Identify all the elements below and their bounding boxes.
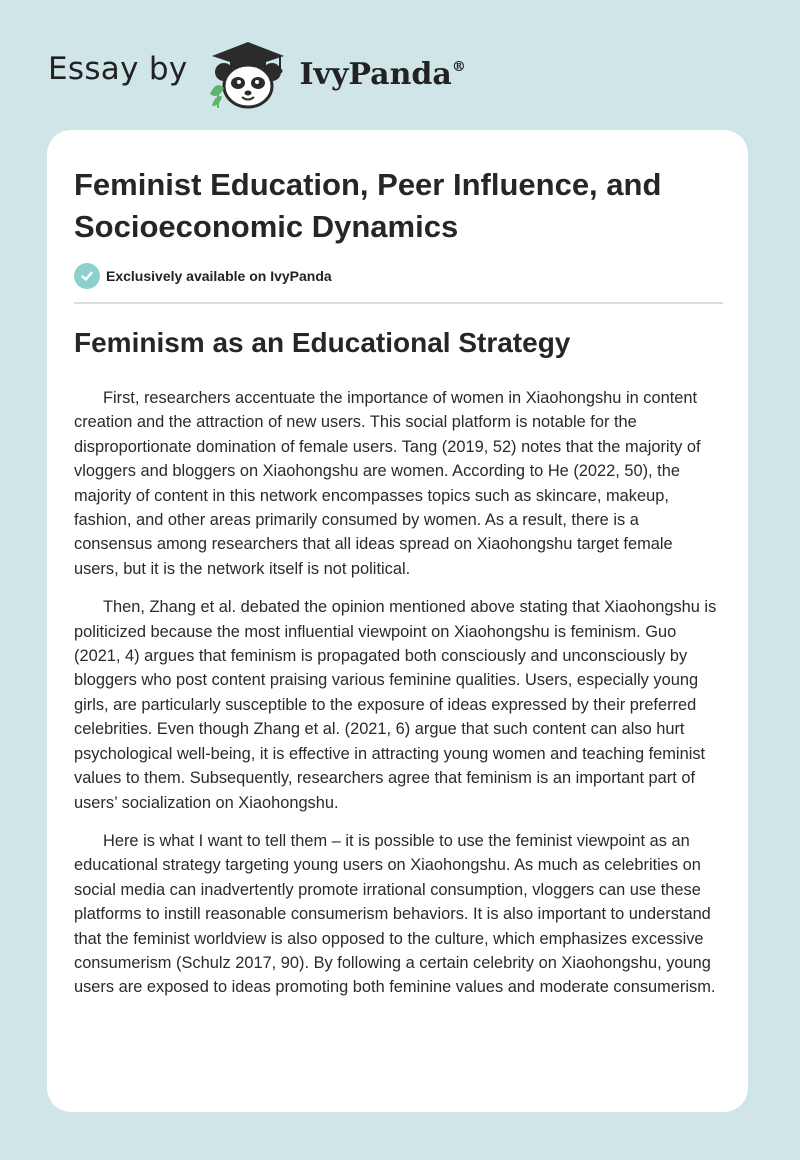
article-title: Feminist Education, Peer Influence, and Socioeconomic Dynamics (74, 167, 662, 244)
section-heading: Feminism as an Educational Strategy (74, 327, 571, 358)
paragraph: Then, Zhang et al. debated the opinion mentioned above stating that Xiaohongshu is politicized because the most influential viewpoint on Xiaohongshu is feminism. Guo (2021, 4) argues that feminism is propagated both consciously and unconsciously by bloggers who post content praising various feminine qualities. Users, especially young girls, are particularly susceptible to the exposure of ideas expressed by their preferred celebrities. Even though Zhang et al. (2021, 6) argue that such content can also hurt psychological well-being, it is effective in attracting young women and teaching feminist values to them. Subsequently, researchers agree that feminism is an important part of users’ socialization on Xiaohongshu. (74, 598, 717, 812)
registered-mark: ® (451, 58, 466, 75)
exclusive-badge (74, 263, 332, 289)
essay-by-label: Essay by (48, 51, 188, 87)
brand-header[interactable] (48, 34, 466, 110)
exclusive-badge-text: Exclusively available on IvyPanda (106, 268, 332, 284)
article-card (47, 130, 748, 1112)
article-body (74, 386, 720, 1014)
panda-graduate-icon (202, 34, 294, 110)
paragraph: First, researchers accentuate the importance of women in Xiaohongshu in content creation and the attraction of new users. This social platform is notable for the disproportionate domination of female users. Tang (2019, 52) notes that the majority of vloggers and bloggers on Xiaohongshu are women. According to He (2022, 50), the majority of content in this network encompasses topics such as skincare, makeup, fashion, and other areas primarily consumed by women. As a result, there is a consensus among researchers that all ideas spread on Xiaohongshu target female users, but it is the network itself is not political. (74, 389, 701, 578)
brand-name: IvyPanda® (299, 56, 466, 92)
paragraph: Here is what I want to tell them – it is possible to use the feminist viewpoint as an educational strategy targeting young users on Xiaohongshu. As much as celebrities on social media can inadvertently promote irrational consumption, vloggers can use these platforms to instill reasonable consumerism behaviors. It is also important to understand that the feminist worldview is also opposed to the culture, which emphasizes excessive consumerism (Schulz 2017, 90). By following a certain celebrity on Xiaohongshu, young users are exposed to ideas promoting both feminine values and moderate consumerism. (74, 831, 716, 997)
check-circle-icon (74, 263, 100, 289)
divider (74, 302, 723, 304)
